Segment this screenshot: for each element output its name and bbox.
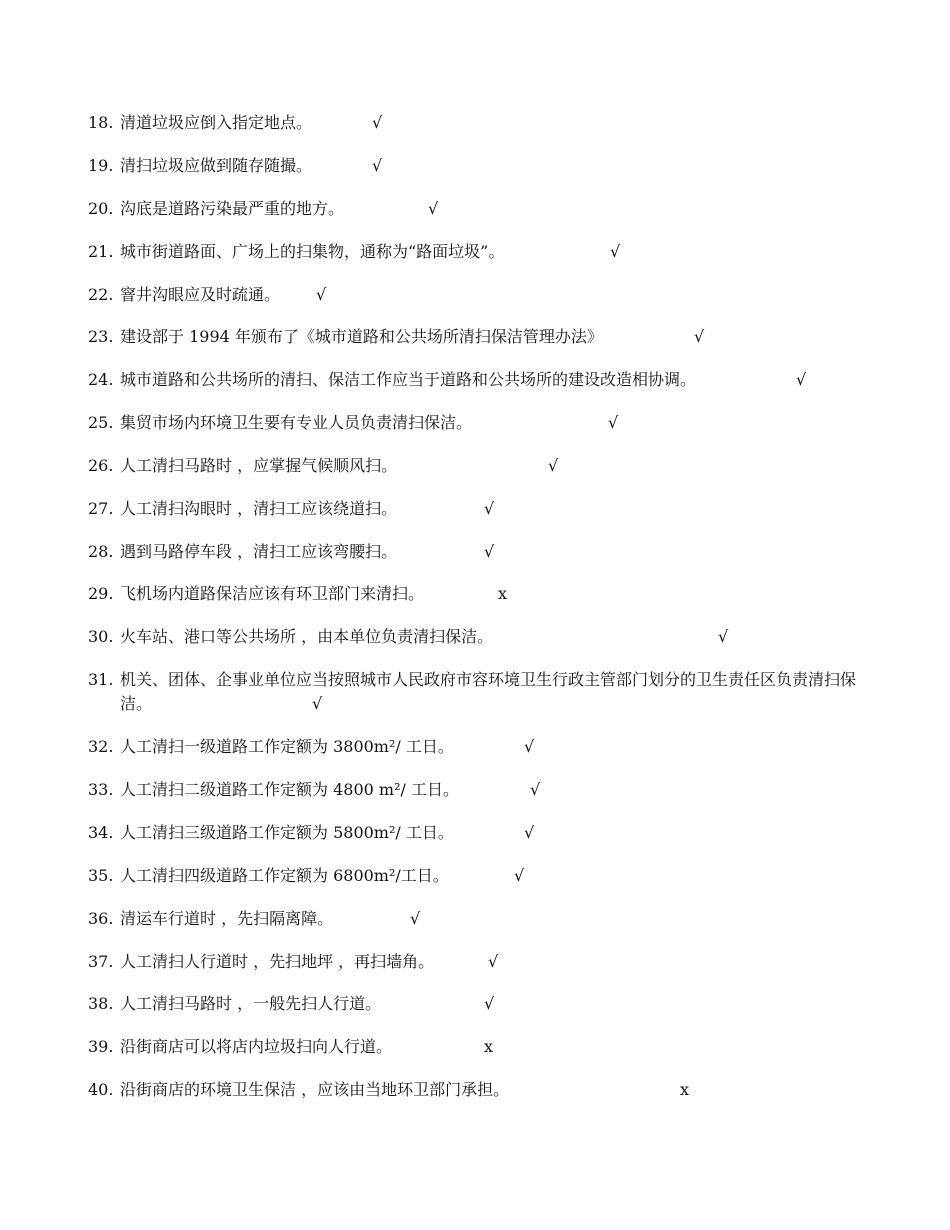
item-text: 遇到马路停车段 ，清扫工应该弯腰扫。 [120, 542, 398, 561]
item-text: 城市街道路面、广场上的扫集物，通称为“路面垃圾”。 [120, 242, 505, 261]
item-text: 人工清扫三级道路工作定额为 5800m²/ 工日。 [120, 823, 454, 842]
answer-mark: √ [530, 780, 541, 799]
answer-mark: √ [428, 199, 439, 218]
item-text: 清扫垃圾应做到随存随撮。 [120, 156, 313, 175]
item-text: 人工清扫人行道时 ，先扫地坪 ，再扫墙角。 [120, 952, 435, 971]
answer-mark: √ [484, 499, 495, 518]
item-number: 37. [88, 952, 114, 971]
item-text: 沿街商店的环境卫生保洁 ，应该由当地环卫部门承担。 [120, 1080, 510, 1099]
item-number: 18. [88, 113, 114, 132]
item-number: 32. [88, 737, 114, 756]
item-text: 人工清扫二级道路工作定额为 4800 m²/ 工日。 [120, 780, 459, 799]
item-text: 集贸市场内环境卫生要有专业人员负责清扫保洁。 [120, 413, 473, 432]
item-text: 人工清扫马路时 ，应掌握气候顺风扫。 [120, 456, 398, 475]
item-number: 34. [88, 823, 114, 842]
list-item [88, 668, 878, 716]
item-number: 31. [88, 670, 114, 689]
item-text: 清道垃圾应倒入指定地点。 [120, 113, 313, 132]
item-number: 30. [88, 627, 114, 646]
item-number: 19. [88, 156, 114, 175]
item-number: 22. [88, 285, 114, 304]
answer-mark: √ [524, 823, 535, 842]
answer-mark: x [484, 1037, 494, 1056]
item-text: 清运车行道时 ，先扫隔离障。 [120, 909, 334, 928]
answer-mark: √ [608, 413, 619, 432]
item-number: 38. [88, 994, 114, 1013]
answer-mark: √ [796, 370, 807, 389]
answer-mark: √ [410, 909, 421, 928]
item-text: 城市道路和公共场所的清扫、保洁工作应当于道路和公共场所的建设改造相协调。 [120, 370, 697, 389]
answer-mark: √ [372, 113, 383, 132]
item-text: 人工清扫一级道路工作定额为 3800m²/ 工日。 [120, 737, 454, 756]
answer-mark: √ [484, 994, 495, 1013]
item-text: 机关、团体、企事业单位应当按照城市人民政府市容环境卫生行政主管部门划分的卫生责任区负责清扫保洁。 [120, 670, 857, 713]
item-number: 21. [88, 242, 114, 261]
answer-mark: √ [312, 694, 323, 713]
item-number: 29. [88, 584, 114, 603]
item-number: 23. [88, 327, 114, 346]
item-number: 36. [88, 909, 114, 928]
answer-mark: √ [548, 456, 559, 475]
answer-mark: √ [524, 737, 535, 756]
item-number: 39. [88, 1037, 114, 1056]
item-text: 人工清扫四级道路工作定额为 6800m²/工日。 [120, 866, 449, 885]
item-text: 建设部于 1994 年颁布了《城市道路和公共场所清扫保洁管理办法》 [120, 327, 603, 346]
item-text: 人工清扫马路时 ，一般先扫人行道。 [120, 994, 382, 1013]
answer-mark: x [680, 1080, 690, 1099]
answer-mark: √ [610, 242, 621, 261]
answer-mark: √ [718, 627, 729, 646]
item-number: 28. [88, 542, 114, 561]
item-number: 20. [88, 199, 114, 218]
item-number: 35. [88, 866, 114, 885]
answer-mark: x [498, 584, 508, 603]
item-number: 26. [88, 456, 114, 475]
item-number: 40. [88, 1080, 114, 1099]
item-number: 27. [88, 499, 114, 518]
item-text: 沿街商店可以将店内垃圾扫向人行道。 [120, 1037, 393, 1056]
answer-mark: √ [316, 285, 327, 304]
answer-mark: √ [484, 542, 495, 561]
answer-mark: √ [514, 866, 525, 885]
item-text: 窨井沟眼应及时疏通。 [120, 285, 281, 304]
answer-mark: √ [488, 952, 499, 971]
item-text: 飞机场内道路保洁应该有环卫部门来清扫。 [120, 584, 425, 603]
item-text: 人工清扫沟眼时 ，清扫工应该绕道扫。 [120, 499, 398, 518]
item-number: 33. [88, 780, 114, 799]
item-text: 沟底是道路污染最严重的地方。 [120, 199, 345, 218]
item-number: 24. [88, 370, 114, 389]
item-number: 25. [88, 413, 114, 432]
answer-mark: √ [372, 156, 383, 175]
answer-mark: √ [694, 327, 705, 346]
item-text: 火车站、港口等公共场所 ，由本单位负责清扫保洁。 [120, 627, 494, 646]
